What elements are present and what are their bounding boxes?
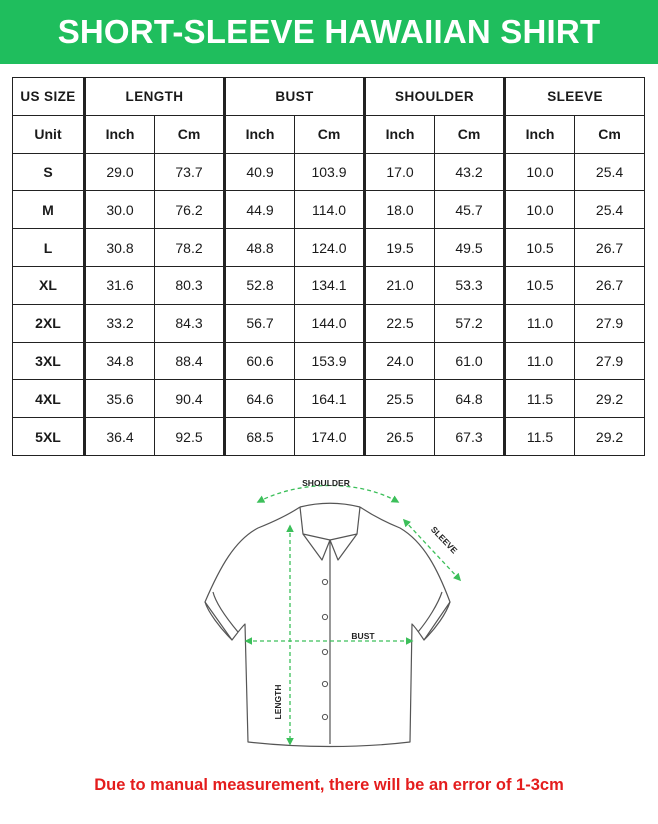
measurement-cell: 26.5 — [365, 418, 435, 456]
measurement-cell: 24.0 — [365, 342, 435, 380]
measurement-cell: 80.3 — [155, 266, 225, 304]
measurement-cell: 84.3 — [155, 304, 225, 342]
table-row — [13, 153, 645, 191]
measurement-cell: 43.2 — [435, 153, 505, 191]
measurement-cell: 61.0 — [435, 342, 505, 380]
title-banner — [0, 0, 658, 64]
measurement-cell: 29.0 — [85, 153, 155, 191]
measurement-cell: 36.4 — [85, 418, 155, 456]
header-length: LENGTH — [85, 78, 225, 116]
shoulder-label: SHOULDER — [302, 478, 350, 488]
measurement-error-note: Due to manual measurement, there will be an error of 1-3cm — [94, 776, 564, 794]
size-cell: M — [13, 191, 85, 229]
measurement-cell: 11.0 — [505, 304, 575, 342]
measurement-cell: 30.8 — [85, 229, 155, 267]
measurement-cell: 11.5 — [505, 380, 575, 418]
measurement-cell: 53.3 — [435, 266, 505, 304]
size-cell: 5XL — [13, 418, 85, 456]
measurement-cell: 25.4 — [575, 191, 645, 229]
measurement-cell: 57.2 — [435, 304, 505, 342]
measurement-cell: 90.4 — [155, 380, 225, 418]
measurement-cell: 64.6 — [225, 380, 295, 418]
unit-label: Unit — [13, 115, 85, 153]
measurement-cell: 92.5 — [155, 418, 225, 456]
unit-cell: Cm — [575, 115, 645, 153]
measurement-cell: 21.0 — [365, 266, 435, 304]
measurement-cell: 27.9 — [575, 342, 645, 380]
measurement-cell: 11.0 — [505, 342, 575, 380]
unit-cell: Inch — [85, 115, 155, 153]
size-cell: XL — [13, 266, 85, 304]
header-us-size: US SIZE — [13, 78, 85, 116]
measurement-cell: 25.4 — [575, 153, 645, 191]
measurement-cell: 73.7 — [155, 153, 225, 191]
measurement-cell: 78.2 — [155, 229, 225, 267]
measurement-cell: 153.9 — [295, 342, 365, 380]
size-cell: 4XL — [13, 380, 85, 418]
unit-cell: Cm — [295, 115, 365, 153]
measurement-cell: 44.9 — [225, 191, 295, 229]
measurement-cell: 17.0 — [365, 153, 435, 191]
measurement-cell: 26.7 — [575, 229, 645, 267]
header-shoulder: SHOULDER — [365, 78, 505, 116]
unit-cell: Cm — [155, 115, 225, 153]
unit-cell: Inch — [225, 115, 295, 153]
measurement-cell: 19.5 — [365, 229, 435, 267]
size-chart-table — [12, 77, 645, 456]
measurement-cell: 11.5 — [505, 418, 575, 456]
measurement-cell: 45.7 — [435, 191, 505, 229]
table-row — [13, 418, 645, 456]
measurement-cell: 52.8 — [225, 266, 295, 304]
header-bust: BUST — [225, 78, 365, 116]
measurement-cell: 31.6 — [85, 266, 155, 304]
measurement-cell: 34.8 — [85, 342, 155, 380]
measurement-cell: 10.0 — [505, 191, 575, 229]
measurement-cell: 10.0 — [505, 153, 575, 191]
measurement-cell: 56.7 — [225, 304, 295, 342]
measurement-cell: 49.5 — [435, 229, 505, 267]
shirt-measurement-diagram — [0, 462, 658, 762]
page-title: SHORT-SLEEVE HAWAIIAN SHIRT — [57, 13, 601, 50]
measurement-cell: 67.3 — [435, 418, 505, 456]
measurement-cell: 29.2 — [575, 418, 645, 456]
measurement-cell: 29.2 — [575, 380, 645, 418]
measurement-cell: 48.8 — [225, 229, 295, 267]
measurement-cell: 64.8 — [435, 380, 505, 418]
table-row — [13, 266, 645, 304]
measurement-cell: 10.5 — [505, 229, 575, 267]
unit-cell: Inch — [365, 115, 435, 153]
measurement-cell: 114.0 — [295, 191, 365, 229]
measurement-cell: 103.9 — [295, 153, 365, 191]
measurement-cell: 40.9 — [225, 153, 295, 191]
header-sleeve: SLEEVE — [505, 78, 645, 116]
sleeve-label: SLEEVE — [428, 524, 460, 556]
measurement-cell: 33.2 — [85, 304, 155, 342]
unit-cell: Cm — [435, 115, 505, 153]
size-cell: L — [13, 229, 85, 267]
measurement-cell: 174.0 — [295, 418, 365, 456]
unit-cell: Inch — [505, 115, 575, 153]
measurement-cell: 27.9 — [575, 304, 645, 342]
measurement-cell: 68.5 — [225, 418, 295, 456]
measurement-cell: 26.7 — [575, 266, 645, 304]
measurement-cell: 164.1 — [295, 380, 365, 418]
size-cell: S — [13, 153, 85, 191]
group-header-row — [13, 78, 645, 116]
measurement-cell: 76.2 — [155, 191, 225, 229]
measurement-cell: 134.1 — [295, 266, 365, 304]
measurement-cell: 88.4 — [155, 342, 225, 380]
measurement-cell: 10.5 — [505, 266, 575, 304]
measurement-cell: 22.5 — [365, 304, 435, 342]
measurement-cell: 35.6 — [85, 380, 155, 418]
unit-row — [13, 115, 645, 153]
short-sleeve-shirt-outline-icon — [0, 462, 658, 762]
table-row — [13, 191, 645, 229]
measurement-cell: 30.0 — [85, 191, 155, 229]
measurement-cell: 25.5 — [365, 380, 435, 418]
length-label: LENGTH — [273, 684, 283, 720]
table-row — [13, 342, 645, 380]
measurement-cell: 18.0 — [365, 191, 435, 229]
size-cell: 2XL — [13, 304, 85, 342]
measurement-cell: 60.6 — [225, 342, 295, 380]
table-row — [13, 380, 645, 418]
table-row — [13, 229, 645, 267]
measurement-cell: 124.0 — [295, 229, 365, 267]
measurement-cell: 144.0 — [295, 304, 365, 342]
size-cell: 3XL — [13, 342, 85, 380]
table-row — [13, 304, 645, 342]
bust-label: BUST — [351, 631, 375, 641]
